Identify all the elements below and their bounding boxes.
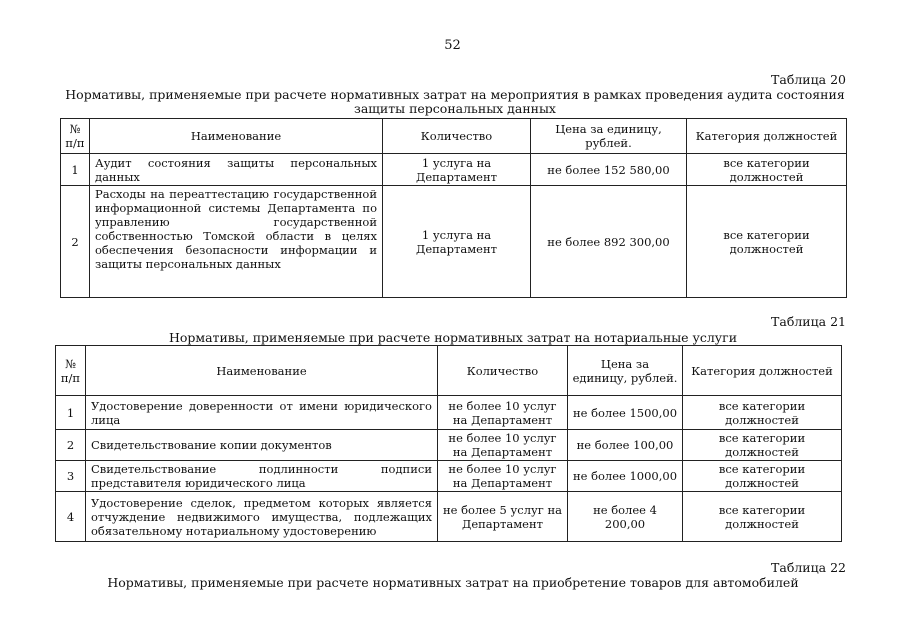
row-name: Удостоверение доверенности от имени юридического лица [86,396,438,430]
row-num: 2 [61,186,90,298]
table-21-header-price: Цена за единицу, рублей. [568,346,683,396]
table-row [56,396,842,430]
table-21-header-row [56,346,842,396]
table-21-label: Таблица 21 [771,314,846,329]
row-price: не более 100,00 [568,430,683,461]
row-category: все категории должностей [683,430,842,461]
page-number: 52 [444,38,461,53]
row-price: не более 152 580,00 [531,154,687,186]
row-num: 3 [56,461,86,492]
table-20-header-qty: Количество [383,119,531,154]
table-22-title: Нормативы, применяемые при расчете нормативных затрат на приобретение товаров для автомобилей [107,575,799,590]
row-price: не более 4 200,00 [568,492,683,542]
row-num: 2 [56,430,86,461]
table-21-header-category: Категория должностей [683,346,842,396]
row-num: 1 [56,396,86,430]
row-name: Свидетельствование копии документов [86,430,438,461]
table-20-title: Нормативы, применяемые при расчете нормативных затрат на мероприятия в рамках проведения аудита состояния защиты персональных данных [65,87,845,116]
table-20 [60,118,847,298]
table-20-header-price: Цена за единицу, рублей. [531,119,687,154]
row-name: Удостоверение сделок, предметом которых является отчуждение недвижимого имущества, подлежащих обязательному нотариальному удостоверению [86,492,438,542]
row-qty: не более 10 услуг на Департамент [438,461,568,492]
row-qty: не более 10 услуг на Департамент [438,430,568,461]
table-20-header-category: Категория должностей [687,119,847,154]
table-21-header-num: № п/п [56,346,86,396]
row-num: 4 [56,492,86,542]
table-20-header-num: № п/п [61,119,90,154]
row-name: Аудит состояния защиты персональных данных [90,154,383,186]
table-22-label: Таблица 22 [771,560,846,575]
table-20-header-name: Наименование [90,119,383,154]
row-price: не более 1000,00 [568,461,683,492]
row-category: все категории должностей [683,396,842,430]
table-21 [55,345,842,542]
row-qty: 1 услуга на Департамент [383,154,531,186]
row-num: 1 [61,154,90,186]
table-row [56,430,842,461]
table-21-title: Нормативы, применяемые при расчете нормативных затрат на нотариальные услуги [168,330,738,345]
row-category: все категории должностей [687,154,847,186]
table-21-header-name: Наименование [86,346,438,396]
row-price: не более 1500,00 [568,396,683,430]
row-name: Свидетельствование подлинности подписи представителя юридического лица [86,461,438,492]
table-20-header-row [61,119,847,154]
table-row [56,492,842,542]
row-price: не более 892 300,00 [531,186,687,298]
row-category: все категории должностей [687,186,847,298]
table-row [56,461,842,492]
table-row [61,186,847,298]
row-category: все категории должностей [683,461,842,492]
row-qty: не более 10 услуг на Департамент [438,396,568,430]
row-qty: не более 5 услуг на Департамент [438,492,568,542]
row-name: Расходы на переаттестацию государственной информационной системы Департамента по управлению государственной собственностью Томской области в целях обеспечения безопасности информации и защиты персональных данных [90,186,383,298]
row-qty: 1 услуга на Департамент [383,186,531,298]
table-21-header-qty: Количество [438,346,568,396]
table-20-label: Таблица 20 [771,72,846,87]
row-category: все категории должностей [683,492,842,542]
table-row [61,154,847,186]
